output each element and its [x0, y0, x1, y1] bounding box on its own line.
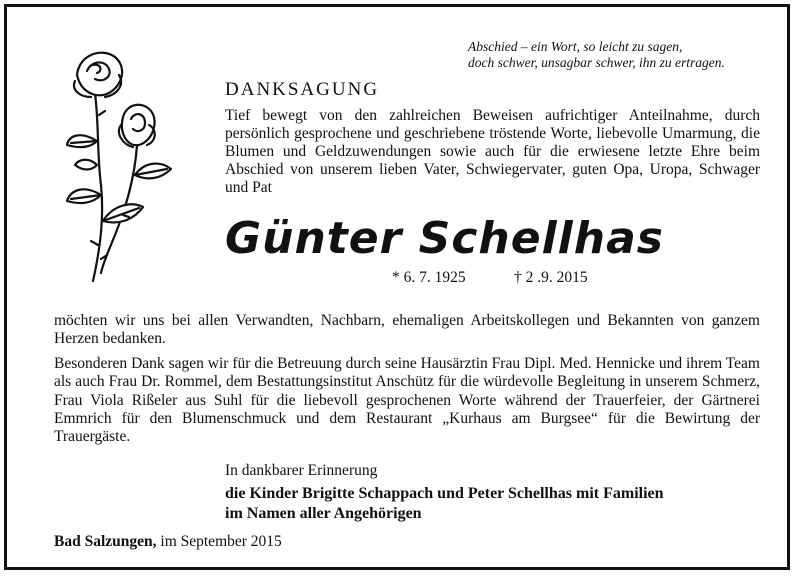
- place-town: Bad Salzungen,: [54, 533, 157, 550]
- memory-line: In dankbarer Erinnerung: [225, 462, 378, 479]
- deceased-name: Günter Schellhas: [225, 213, 664, 264]
- farewell-quote: [468, 39, 788, 71]
- signers-line-1: die Kinder Brigitte Schappach und Peter Schellhas mit Familien: [225, 485, 664, 502]
- quote-line-2: doch schwer, unsagbar schwer, ihn zu ertragen.: [468, 55, 725, 70]
- signers-line-2: im Namen aller Angehörigen: [225, 505, 422, 522]
- special-thanks-paragraph: Besonderen Dank sagen wir für die Betreuung durch seine Hausärztin Frau Dipl. Med. Hennicke und ihrem Team als auch Frau Dr. Rommel, dem Bestattungsinstitut Anschütz für die würdevolle Begleitung in unserem Schmerz, Frau Viola Rißeler aus Suhl für die liebevoll gesprochenen Worte während der Trauerfeier, der Gärtnerei Emmrich für den Blumenschmuck und dem Restaurant „Kurhaus am Burgsee“ für die Bewirtung der Trauergäste.: [54, 355, 760, 446]
- death-date: † 2 .9. 2015: [514, 269, 588, 286]
- place-date-text: im September 2015: [160, 533, 282, 550]
- rose-icon: [57, 45, 177, 285]
- obituary-card: [4, 4, 790, 570]
- quote-line-1: Abschied – ein Wort, so leicht zu sagen,: [468, 39, 683, 54]
- page-title: DANKSAGUNG: [225, 79, 380, 100]
- place-date: [54, 533, 282, 551]
- intro-paragraph: Tief bewegt von den zahlreichen Beweisen aufrichtiger Anteilnahme, durch persönlich gesprochene und geschriebene tröstende Worte, liebevolle Umarmung, die Blumen und Geldzuwendungen sowie auch für die erwiesene letzte Ehre beim Abschied von unserem lieben Vater, Schwiegervater, guten Opa, Uropa, Schwager und Pat: [225, 107, 760, 196]
- birth-date: * 6. 7. 1925: [392, 269, 466, 286]
- signers: [225, 484, 765, 524]
- thanks-paragraph: möchten wir uns bei allen Verwandten, Nachbarn, ehemaligen Arbeitskollegen und Bekannten von ganzem Herzen bedanken.: [54, 312, 760, 348]
